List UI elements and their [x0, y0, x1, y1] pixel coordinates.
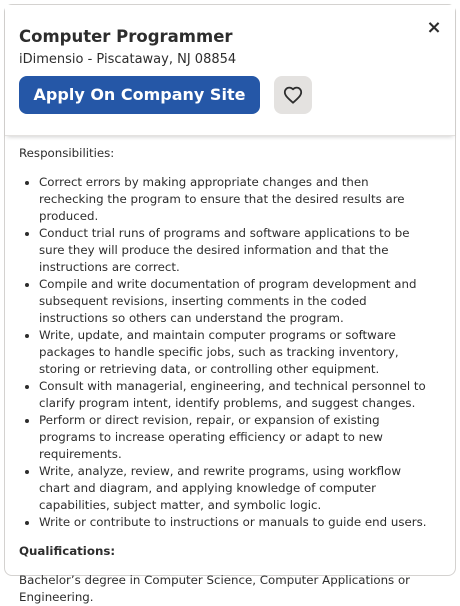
qualifications-heading: Qualifications: — [19, 544, 116, 558]
list-item: • Write or contribute to instructions or manuals to guide end users. — [39, 514, 433, 531]
responsibilities-list — [19, 174, 433, 531]
list-item: • Correct errors by making appropriate changes and then rechecking the program to ensure that the desired results are produced. — [39, 174, 433, 225]
qualifications-text: Bachelor’s degree in Computer Science, Computer Applications or Engineering. — [19, 573, 411, 604]
list-item: • Conduct trial runs of programs and software applications to be sure they will produce the desired information and that the instructions are correct. — [39, 225, 433, 276]
company-location: iDimensio - Piscataway, NJ 08854 — [19, 52, 237, 67]
heart-icon — [283, 86, 303, 104]
list-item: • Write, update, and maintain computer programs or software packages to handle specific jobs, such as tracking inventory, storing or retrieving data, or controlling other equipment. — [39, 327, 433, 378]
list-item: • Consult with managerial, engineering, and technical personnel to clarify program intent, identify problems, and suggest changes. — [39, 378, 433, 412]
close-icon[interactable]: × — [426, 17, 442, 38]
apply-button[interactable]: Apply On Company Site — [19, 76, 260, 114]
list-item: • Perform or direct revision, repair, or expansion of existing programs to increase operating efficiency or adapt to new requirements. — [39, 412, 433, 463]
list-item: • Compile and write documentation of program development and subsequent revisions, inserting comments in the coded instructions so others can understand the program. — [39, 276, 433, 327]
job-details-panel — [4, 4, 456, 604]
job-title: Computer Programmer — [19, 27, 233, 46]
save-job-button[interactable] — [274, 76, 312, 114]
job-header — [5, 5, 455, 136]
job-description — [19, 145, 433, 606]
responsibilities-heading: Responsibilities: — [19, 146, 115, 160]
list-item: • Write, analyze, review, and rewrite programs, using workflow chart and diagram, and applying knowledge of computer capabilities, subject matter, and symbolic logic. — [39, 463, 433, 514]
